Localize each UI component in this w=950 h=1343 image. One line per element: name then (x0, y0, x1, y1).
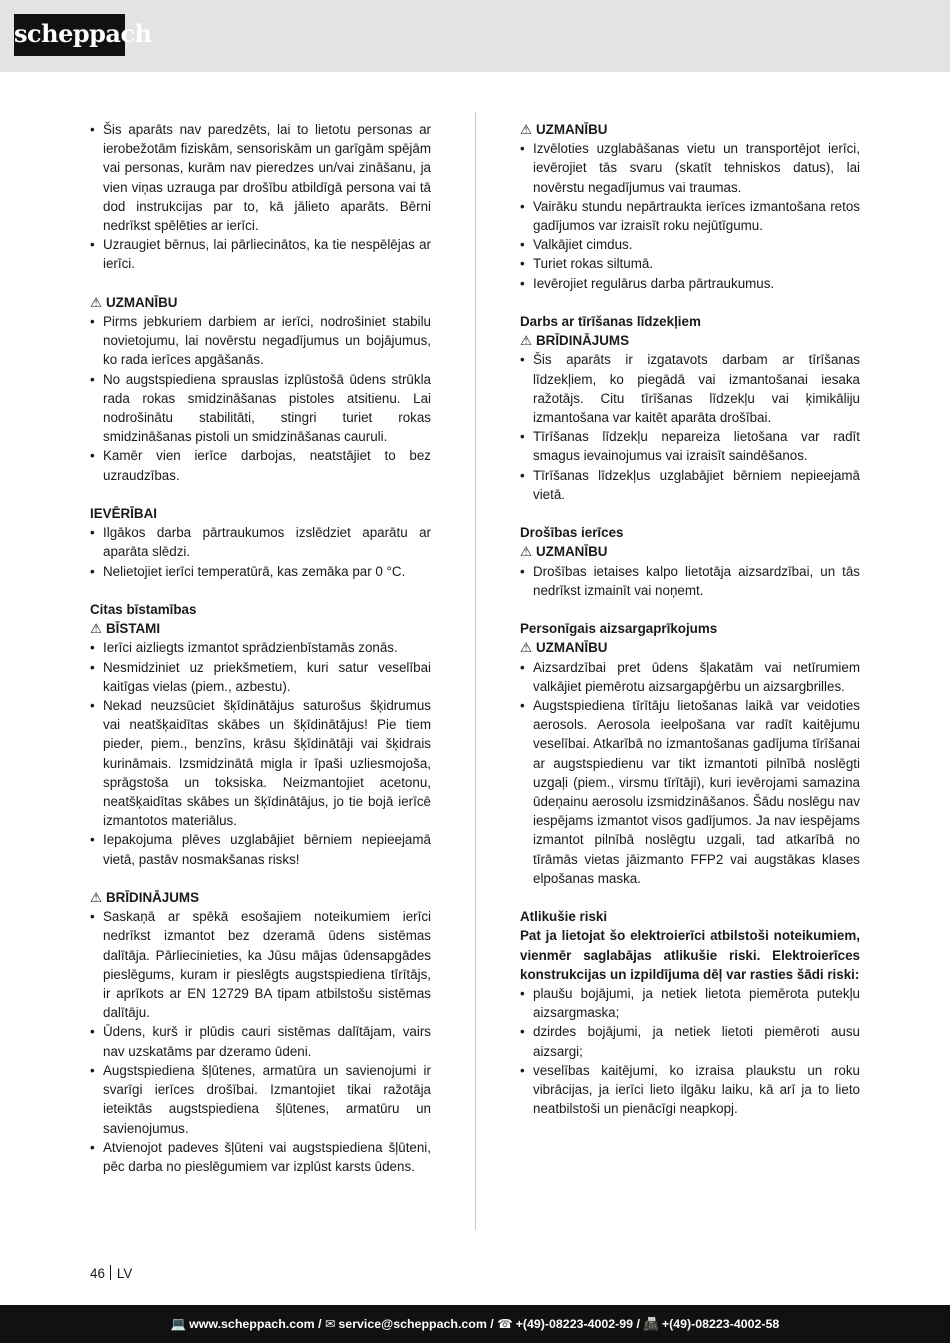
list-item: • Šis aparāts ir izgatavots darbam ar tīrīšanas līdzekļiem, ko piegādā vai izmantošanai iesaka ražotājs. Citu tīrīšanas līdzekļu vai ķimikāliju izmantošana var kaitēt aparāta drošībai. (520, 350, 860, 427)
page-footer (0, 1305, 950, 1343)
footer-email: service@scheppach.com (338, 1317, 487, 1331)
residual-risks-heading: Atlikušie riski (520, 909, 608, 925)
list-item: • Ierīci aizliegts izmantot sprādzienbīstamās zonās. (90, 638, 431, 657)
page-header (0, 0, 950, 72)
caution-label: ⚠ UZMANĪBU (520, 638, 860, 657)
language-code: LV (116, 1266, 133, 1281)
list-item: • Aizsardzībai pret ūdens šļakatām vai netīrumiem valkājiet piemērotu aizsargapģērbu un aizsargbrilles. (520, 658, 860, 696)
list-item: • Augstspiediena tīrītāju lietošanas laikā var veidoties aerosols. Aerosola ieelpošana var radīt kaitējumu veselībai. Atkarībā no izmantošanas gadījuma tīrīšanai ar augstspiedienu var tikt izmantoti pilnībā noslēgti uzgaļi (piem., virsmu tīrītāji), kuri ievērojami samazina ūdeņainu aerosolu izsmidzināšanos. Šādu noslēgu nav iespējams izmantot visos gadījumos. Ja nav iespējams izmantot pilnībā noslēgtu uzgali, tad atkarībā no tīrāmās vietas jāizmanto FFP2 vai augstākas klases elpošanas maska. (520, 696, 860, 888)
page-number-value: 46 (90, 1266, 105, 1281)
right-column (520, 120, 860, 1119)
list-item: • Kamēr vien ierīce darbojas, neatstājiet to bez uzraudzības. (90, 446, 431, 484)
envelope-icon: ✉ (325, 1317, 336, 1331)
warning-triangle-icon: ⚠ (520, 640, 533, 656)
bullet-list (90, 907, 431, 1176)
bullet-list (520, 139, 860, 293)
warning-triangle-icon: ⚠ (90, 294, 103, 310)
section-notice (90, 504, 431, 581)
list-item: • Ūdens, kurš ir plūdis cauri sistēmas dalītājam, vairs nav uzskatāms par dzeramo ūdeni. (90, 1022, 431, 1060)
caution-label: ⚠ UZMANĪBU (90, 293, 431, 312)
list-item: • dzirdes bojājumi, ja netiek lietoti piemēroti ausu aizsargi; (520, 1022, 860, 1060)
section-caution-transport (520, 120, 860, 293)
footer-separator: / (314, 1317, 326, 1331)
bullet-list (90, 638, 431, 868)
warning-triangle-icon: ⚠ (520, 544, 533, 560)
list-item: • plaušu bojājumi, ja netiek lietota piemērota putekļu aizsargmaska; (520, 984, 860, 1022)
brand-logo: scheppach (14, 14, 125, 56)
list-item: • veselības kaitējumi, ko izraisa plaukstu un roku vibrācijas, ja ierīci lieto ilgāku laiku, kā arī ja to lieto neatbilstoši un pienācīgi neapkopj. (520, 1061, 860, 1119)
warning-triangle-icon: ⚠ (520, 333, 533, 349)
fax-icon: 📠 (643, 1317, 659, 1331)
list-item: • Izvēloties uzglabāšanas vietu un transportējot ierīci, ievērojiet tās svaru (skatīt tehniskos datus), lai novērstu negadījumus vai traumas. (520, 139, 860, 197)
footer-website: www.scheppach.com (189, 1317, 315, 1331)
danger-label: ⚠ BĪSTAMI (90, 619, 431, 638)
list-item: • Valkājiet cimdus. (520, 235, 860, 254)
section-warning (90, 888, 431, 1176)
other-hazards-heading: Citas bīstamības (90, 602, 197, 618)
caution-label: ⚠ UZMANĪBU (520, 120, 860, 139)
bullet-list (90, 312, 431, 485)
warning-triangle-icon: ⚠ (520, 122, 533, 137)
section-caution (90, 293, 431, 485)
list-item: • Augstspiediena šļūtenes, armatūra un savienojumi ir svarīgi ierīces drošībai. Izmantojiet tikai ražotāja ieteiktās augstspiediena šļūtenes, armatūru un savienojumus. (90, 1061, 431, 1138)
bullet-list (90, 523, 431, 581)
bullet-list (520, 350, 860, 504)
list-item: • No augstspiediena sprauslas izplūstošā ūdens strūkla rada rokas smidzināšanas pistoles atsitienu. Lai nodrošinātu stabilitāti, stingri turiet rokas smidzināšanas pistoli un smidzināšanas cauruli. (90, 370, 431, 447)
section-general (90, 120, 431, 274)
list-item: • Saskaņā ar spēkā esošajiem noteikumiem ierīci nedrīkst izmantot bez dzeramā ūdens sistēmas dalītāja. Pārliecinieties, ka Jūsu mājas ūdensapgādes pieslēgums, kuram ir pieslēgts augstspiediena tīrītājs, ir aprīkots ar EN 12729 BA tipam atbilstošu sistēmas dalītāju. (90, 907, 431, 1022)
list-item: • Uzraugiet bērnus, lai pārliecinātos, ka tie nespēlējas ar ierīci. (90, 235, 431, 273)
warning-triangle-icon: ⚠ (90, 621, 103, 637)
list-item: • Iepakojuma plēves uzglabājiet bērniem nepieejamā vietā, pastāv nosmakšanas risks! (90, 830, 431, 868)
bullet-list (520, 562, 860, 600)
list-item: • Drošības ietaises kalpo lietotāja aizsardzībai, un tās nedrīkst izmainīt vai noņemt. (520, 562, 860, 600)
section-residual-risks (520, 907, 860, 1118)
bullet-list (90, 120, 431, 274)
list-item: • Nesmidziniet uz priekšmetiem, kuri satur veselībai kaitīgas vielas (piem., azbestu). (90, 658, 431, 696)
section-other-hazards (90, 600, 431, 869)
list-item: • Vairāku stundu nepārtraukta ierīces izmantošana retos gadījumos var izraisīt roku nejūtīgumu. (520, 197, 860, 235)
residual-risks-intro: Pat ja lietojat šo elektroierīci atbilstoši noteikumiem, vienmēr saglabājas atlikušie riski. Elektroierīces konstrukcijas un izpildījuma dēļ var rasties šādi riski: (520, 928, 860, 982)
footer-separator: / (486, 1317, 498, 1331)
footer-fax: +(49)-08223-4002-58 (661, 1317, 780, 1331)
telephone-icon: ☎ (497, 1317, 513, 1331)
bullet-list (520, 658, 860, 888)
section-safety-devices (520, 523, 860, 600)
list-item: • Nelietojiet ierīci temperatūrā, kas zemāka par 0 °C. (90, 562, 431, 581)
section-protective-equipment (520, 619, 860, 888)
caution-label: ⚠ UZMANĪBU (520, 542, 860, 561)
page-number (90, 1265, 132, 1283)
computer-icon: 💻 (170, 1317, 187, 1331)
left-column (90, 120, 431, 1176)
list-item: • Nekad neuzsūciet šķīdinātājus saturošus šķidrumus vai neatšķaidītas skābes un šķīdinātājus! Pie tiem pieder, piem., benzīns, krāsu šķīdinātāji vai šķidrais kurināmais. Izsmidzinātā migla ir īpaši uzliesmojoša, sprāgstoša un toksiska. Neizmantojiet acetonu, neatšķaidītas skābes un šķīdinātājus, jo tie bojā ierīcē izmantotos materiālus. (90, 696, 431, 830)
list-item: • Tīrīšanas līdzekļu nepareiza lietošana var radīt smagus ievainojumus vai izraisīt saindēšanos. (520, 427, 860, 465)
list-item: • Šis aparāts nav paredzēts, lai to lietotu personas ar ierobežotām fiziskām, sensoriskām un garīgām spējām vai personas, kurām nav pieredzes un/vai zināšanu, ja vien viņas uzrauga par drošību atbildīgā persona vai tā dod instrukcijas par to, kā jālieto aparāts. Bērni nedrīkst spēlēties ar ierīci. (90, 120, 431, 235)
list-item: • Atvienojot padeves šļūteni vai augstspiediena šļūteni, pēc darba no pieslēgumiem var izplūst karsts ūdens. (90, 1138, 431, 1176)
cleaning-agents-heading: Darbs ar tīrīšanas līdzekļiem (520, 314, 701, 330)
safety-devices-heading: Drošības ierīces (520, 525, 624, 541)
warning-label: ⚠ BRĪDINĀJUMS (520, 331, 860, 350)
notice-heading: IEVĒRĪBAI (90, 506, 157, 522)
column-divider (475, 112, 476, 1230)
bullet-list (520, 984, 860, 1118)
list-item: • Ilgākos darba pārtraukumos izslēdziet aparātu ar aparāta slēdzi. (90, 523, 431, 561)
footer-phone: +(49)-08223-4002-99 (515, 1317, 634, 1331)
page-separator (110, 1265, 111, 1280)
protective-equipment-heading: Personīgais aizsargaprīkojums (520, 621, 718, 637)
list-item: • Pirms jebkuriem darbiem ar ierīci, nodrošiniet stabilu novietojumu, lai novērstu negadījumus un bojājumus, ko rada ierīces apgāšanās. (90, 312, 431, 370)
list-item: • Tīrīšanas līdzekļus uzglabājiet bērniem nepieejamā vietā. (520, 466, 860, 504)
warning-triangle-icon: ⚠ (90, 890, 103, 906)
warning-label: ⚠ BRĪDINĀJUMS (90, 888, 431, 907)
list-item: • Ievērojiet regulārus darba pārtraukumus. (520, 274, 860, 293)
list-item: • Turiet rokas siltumā. (520, 254, 860, 273)
section-cleaning-agents (520, 312, 860, 504)
footer-separator: / (633, 1317, 644, 1331)
